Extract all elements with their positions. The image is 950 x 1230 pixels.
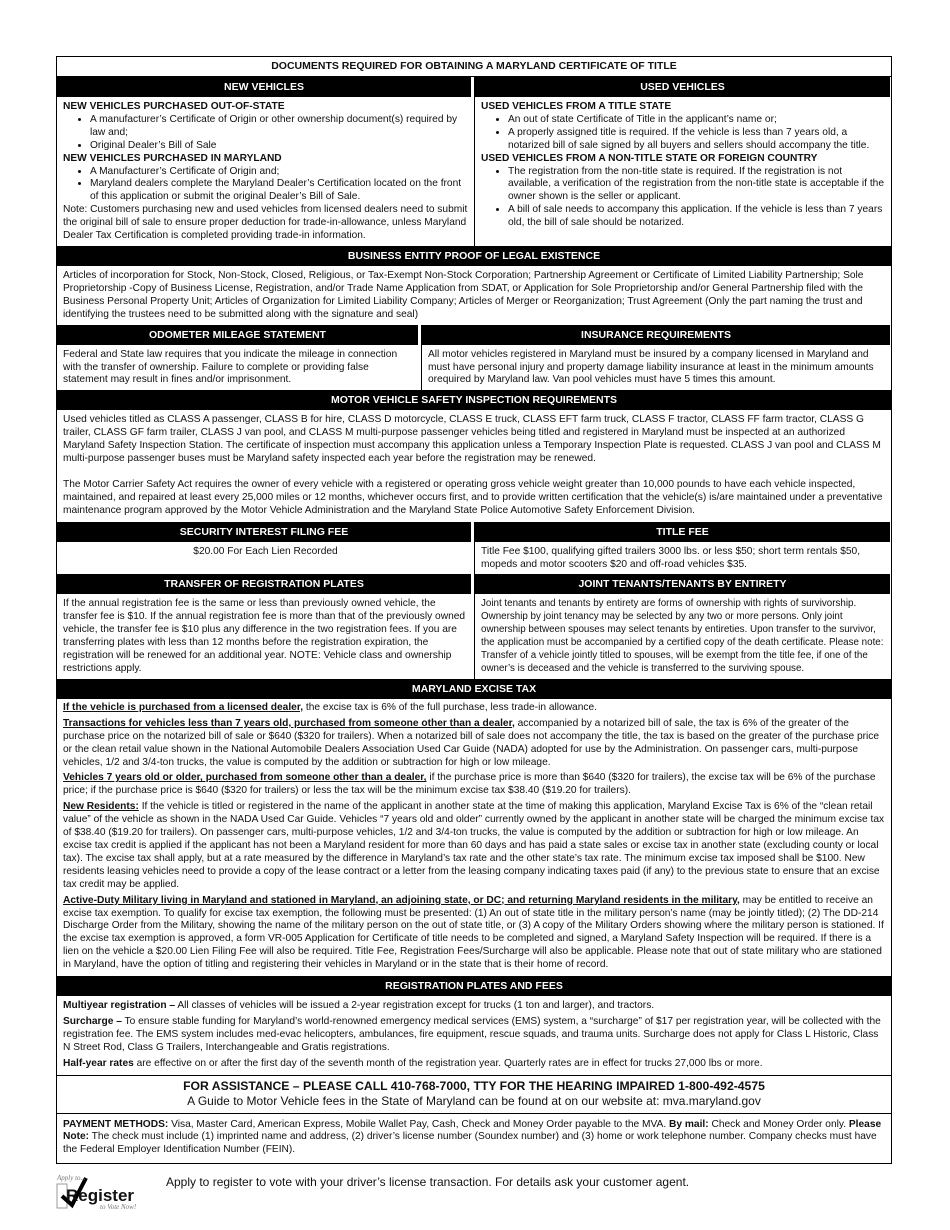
payment-text: Visa, Master Card, American Express, Mobile Wallet Pay, Cash, Check and Money Order payable to the MVA. <box>168 1118 669 1130</box>
excise-new-residents-text: If the vehicle is titled or registered in the name of the applicant in another state at the time of making this application, Maryland Excise Tax is 6% of the “clean retail value” of the vehicle as shown in the NADA Used Car Guide. Vehicles “7 years old and older” currently owned by the applicant in another state will be charged the minimum excise tax of $38.40 ($19.20 for trailers). On passenger cars, multi-purpose vehicles, 1/2 and 3/4-ton trucks, the value is computed by the addition or subtraction for high or low mileage. An excise tax credit is applied if the applicant has not been a Maryland resident for more than 60 days and has paid a state sales or excise tax in another state (excluding county or local tax). The excise tax shall apply, but at a rate measured by the difference in Maryland’s tax rate and the other state’s tax rate. The minimum excise tax imposed shall be $100. New residents leasing vehicles need to provide a copy of the lease contract or a letter from the leasing company indicating taxes paid (if any) to the previous state to ensure that an excise tax credit may be applied. <box>63 801 885 890</box>
excise-tax-header: MARYLAND EXCISE TAX <box>57 679 891 699</box>
assistance-subtext: A Guide to Motor Vehicle fees in the State of Maryland can be found at on our website at: mva.maryland.gov <box>187 1093 761 1108</box>
payment-lead: PAYMENT METHODS: <box>63 1118 169 1130</box>
new-out-of-state-heading: NEW VEHICLES PURCHASED OUT-OF-STATE <box>63 101 285 112</box>
transfer-joint-section <box>57 574 891 678</box>
transfer-header: TRANSFER OF REGISTRATION PLATES <box>57 574 474 594</box>
transfer-text: If the annual registration fee is the same or less than previously owned vehicle, the transfer fee is $10. If the annual registration fee is more than that of the previously owned vehicle, the transfer fee is $10 plus any difference in the two registration fees. If you are transferring plates with less than 12 months before the registration expiration, the registration will be renewed for an additional year. NOTE: Vehicle class and ownership restrictions apply. <box>63 598 466 674</box>
vehicles-section <box>57 77 891 246</box>
excise-old-vehicle-text: if the purchase price is more than $640 ($320 for trailers), the excise tax will be 6% of the purchase price; if the purchase price is $640 ($320 for trailers) or less the tax will be the minimum excise tax $38.40 ($19.20 for trailers). <box>63 772 876 797</box>
half-year-lead: Half-year rates <box>63 1057 134 1069</box>
excise-private-text: accompanied by a notarized bill of sale, the tax is 6% of the greater of the purchase price on the notarized bill of sale or $640 ($320 for trailers). When a notarized bill of sale does not accompany the title, the tax is based on the greater of the purchase price or the clean retail value shown in the National Automobile Dealers Association Used Car Guide (NADA) adopted for use by the Administration. On passenger cars, multi-purpose vehicles, 1/2 and 3/4-ton trucks, the value is computed by the addition or subtraction for high or low mileage. <box>63 717 880 768</box>
mail-lead: By mail: <box>669 1118 709 1130</box>
multiyear-lead: Multiyear registration – <box>63 1000 176 1012</box>
list-item: • An out of state Certificate of Title in the applicant’s name or; <box>508 114 884 127</box>
insurance-header: INSURANCE REQUIREMENTS <box>422 325 890 345</box>
safety-paragraph-1: Used vehicles titled as CLASS A passenger, CLASS B for hire, CLASS D motorcycle, CLASS E truck, CLASS EFT farm truck, CLASS F tractor, CLASS FF farm tractor, CLASS G trailer, CLASS GF farm trailer, CLASS J van pool, and CLASS M multi-purpose passenger vehicles being titled and registered in Maryland must be inspected at an authorized Maryland Safety Inspection Station. The certificate of inspection must accompany this application unless a Temporary Inspection Plate is requested. CLASS J van pool and CLASS M multi-purpose passenger buses must be Maryland safety inspected each year before the registration may be renewed. <box>63 414 881 465</box>
surcharge-lead: Surcharge – <box>63 1015 122 1027</box>
list-item: • Original Dealer’s Bill of Sale <box>90 140 468 153</box>
list-item: • A manufacturer’s Certificate of Origin or other ownership document(s) required by law and; <box>90 114 468 140</box>
security-fee-column <box>57 522 475 575</box>
business-entity-text: Articles of incorporation for Stock, Non-Stock, Closed, Religious, or Tax-Exempt Non-Stock Corporation; Partnership Agreement or Certificate of Limited Liability Partnership; Sole Proprietorship -Copy of Business License, Registration, and/or Trade Name Application from SDAT, or Application for Sole Proprietorship and/or General Partnership filed with the Business Personal Property Unit; Articles of Organization for Limited Liability Company; Articles of Merger or Reorganization; Trust Agreement (Only the part naming the trust and identifying the trustees need to be submitted along with the signature and seal) <box>63 269 864 320</box>
list-item: • The registration from the non-title state is required. If the registration is not available, a verification of the registration from the non-title state is acceptable if the owner shown is the seller or applicant. <box>508 166 884 205</box>
used-non-title-heading: USED VEHICLES FROM A NON-TITLE STATE OR FOREIGN COUNTRY <box>481 152 818 164</box>
fees-section <box>57 522 891 575</box>
register-to-vote-logo <box>56 1172 156 1212</box>
excise-new-residents-lead: New Residents: <box>63 801 139 813</box>
odometer-text: Federal and State law requires that you indicate the mileage in connection with the transfer of ownership. Failure to complete or providing false statement may result in fines and/or imprisonment. <box>63 348 398 386</box>
dealer-note: Note: Customers purchasing new and used vehicles from licensed dealers need to submit the original bill of sale to ensure proper deduction for trade-in-allowance, unless Maryland Dealer Tax Certification is completed providing trade-in information. <box>63 204 468 242</box>
used-vehicles-column <box>475 77 890 246</box>
excise-military-lead: Active-Duty Military living in Maryland and stationed in Maryland, an adjoining state, or DC; and returning Maryland residents in the military, <box>63 894 740 906</box>
voter-registration-text: Apply to register to vote with your driver’s license transaction. For details ask your customer agent. <box>166 1175 690 1189</box>
new-vehicles-column <box>57 77 475 246</box>
multiyear-text: All classes of vehicles will be issued a 2-year registration except for trucks (1 ton and larger), and tractors. <box>175 1000 655 1012</box>
title-requirements-document <box>56 56 892 1164</box>
title-fee-text: Title Fee $100, qualifying gifted trailers 3000 lbs. or less $50; short term rentals $50, mopeds and motor scooters $20 and off-road vehicles $35. <box>481 545 861 570</box>
title-fee-column <box>475 522 890 575</box>
odometer-insurance-section <box>57 325 891 391</box>
safety-inspection-header: MOTOR VEHICLE SAFETY INSPECTION REQUIREMENTS <box>57 390 891 410</box>
excise-private-lead: Transactions for vehicles less than 7 years old, purchased from someone other than a dealer, <box>63 717 515 729</box>
joint-tenants-column <box>475 574 890 678</box>
logo-top-text: Apply to... <box>57 1174 86 1182</box>
assistance-section <box>57 1075 891 1113</box>
list-item: • Maryland dealers complete the Maryland Dealer’s Certification located on the front of this application or submit the original Dealer’s Bill of Sale. <box>90 178 468 204</box>
note-lead: Please Note: <box>63 1118 882 1143</box>
assistance-heading: FOR ASSISTANCE – PLEASE CALL 410-768-7000, TTY FOR THE HEARING IMPAIRED 1-800-492-4575 <box>183 1078 765 1093</box>
registration-body <box>57 996 891 1075</box>
list-item: • A Manufacturer’s Certificate of Origin and; <box>90 166 468 179</box>
security-fee-text: $20.00 For Each Lien Recorded <box>193 545 338 557</box>
new-out-of-state-list <box>63 114 468 153</box>
new-vehicles-header: NEW VEHICLES <box>57 77 474 97</box>
half-year-text: are effective on or after the first day of the seventh month of the registration year. Quarterly rates are in effect for trucks 27,000 lbs or more. <box>133 1057 763 1069</box>
used-non-title-list <box>481 166 884 231</box>
insurance-text: All motor vehicles registered in Maryland must be insured by a company licensed in Maryland and must have personal injury and property damage liability insurance at least in the minimum amounts orequired by Maryland law. Van pool vehicles must have 5 times this amount. <box>428 348 874 386</box>
used-title-state-heading: USED VEHICLES FROM A TITLE STATE <box>481 101 672 112</box>
security-fee-header: SECURITY INTEREST FILING FEE <box>57 522 474 542</box>
odometer-column <box>57 325 422 391</box>
new-in-maryland-list <box>63 166 468 205</box>
registration-header: REGISTRATION PLATES AND FEES <box>57 976 891 996</box>
used-title-state-list <box>481 114 884 153</box>
excise-old-vehicle-lead: Vehicles 7 years old or older, purchased from someone other than a dealer, <box>63 772 427 784</box>
document-title: DOCUMENTS REQUIRED FOR OBTAINING A MARYLAND CERTIFICATE OF TITLE <box>57 57 891 77</box>
transfer-column <box>57 574 475 678</box>
logo-main-text: Register <box>66 1186 135 1205</box>
mail-text: Check and Money Order only. <box>708 1118 849 1130</box>
logo-bottom-text: to Vote Now! <box>100 1203 137 1211</box>
list-item: • A bill of sale needs to accompany this application. If the vehicle is less than 7 years old, the bill of sale should be notarized. <box>508 204 884 230</box>
joint-tenants-header: JOINT TENANTS/TENANTS BY ENTIRETY <box>475 574 890 594</box>
list-item: • A properly assigned title is required. If the vehicle is less than 7 years old, a notarized bill of sale signed by all buyers and sellers should accompany the title. <box>508 127 884 153</box>
excise-tax-body <box>57 699 891 976</box>
joint-tenants-text: Joint tenants and tenants by entirety are forms of ownership with rights of survivorship. Ownership by joint tenancy may be selected by any two or more persons. Only joint ownership between spouses may select tenants by entireties. Upon transfer to the survivor, the application must be accompanied by a certified copy of the death certificate. Please note: Transfer of a vehicle jointly titled to spouses, will be exempt from the title fee, if one of the owner’s is deceased and the vehicle is transferred to the surviving spouse. <box>481 598 884 674</box>
payment-methods <box>57 1113 891 1164</box>
excise-dealer-text: the excise tax is 6% of the full purchase, less trade-in allowance. <box>303 701 597 713</box>
surcharge-text: To ensure stable funding for Maryland’s world-renowned emergency medical services (EMS) system, a “surcharge” of $17 per registration year, will be collected with the registration fee. The EMS system includes med-evac helicopters, ambulances, fire equipment, rescue squads, and trauma units. Surcharge does not apply for Class L Historic, Class N Street Rod, Class G Trailers, Interchangeable and Gratis registrations. <box>63 1015 881 1053</box>
used-vehicles-header: USED VEHICLES <box>475 77 890 97</box>
footer <box>56 1172 892 1212</box>
title-fee-header: TITLE FEE <box>475 522 890 542</box>
excise-military-text: may be entitled to receive an excise tax exemption. To qualify for excise tax exemption, the following must be presented: (1) An out of state title in the military person’s name (may be jointly titled); (2) The DD-214 Discharge Order from the Military, showing the name of the military person on the out of state title, or (3) A copy of the Military Orders showing where the military person is stationed. If the excise tax exemption is approved, a form VR-005 Application for Certificate of title needs to be completed and signed, a Maryland Safety Inspection will be required. If there is a lien on the vehicle a $20.00 Lien Filing Fee will also be required. Title Fee, Registration Fees/Surcharge will also be applicable. Please note that out of state military who are stationed in Maryland, have the option of titling and registering their vehicles in Maryland or in the state that is their home of record. <box>63 894 884 971</box>
safety-paragraph-2: The Motor Carrier Safety Act requires the owner of every vehicle with a registered or operating gross vehicle weight greater than 10,000 pounds to have each vehicle inspected, maintained, and repaired at least every 25,000 miles or 12 months, whichever occurs first, and to provide written certification that the vehicle(s) is/are maintained under a preventative maintenance program approved by the Motor Vehicle Administration and the Maryland State Police Automotive Safety Enforcement Division. <box>63 478 883 516</box>
check-note-text: The check must include (1) imprinted name and address, (2) driver’s license number (Soundex number) and (3) home or work telephone number. Company checks must have the Federal Employer Identification Number (FEIN). <box>63 1131 877 1156</box>
insurance-column <box>422 325 890 391</box>
odometer-header: ODOMETER MILEAGE STATEMENT <box>57 325 421 345</box>
new-in-maryland-heading: NEW VEHICLES PURCHASED IN MARYLAND <box>63 152 282 164</box>
excise-dealer-lead: If the vehicle is purchased from a licensed dealer, <box>63 701 304 713</box>
business-entity-header: BUSINESS ENTITY PROOF OF LEGAL EXISTENCE <box>57 246 891 266</box>
